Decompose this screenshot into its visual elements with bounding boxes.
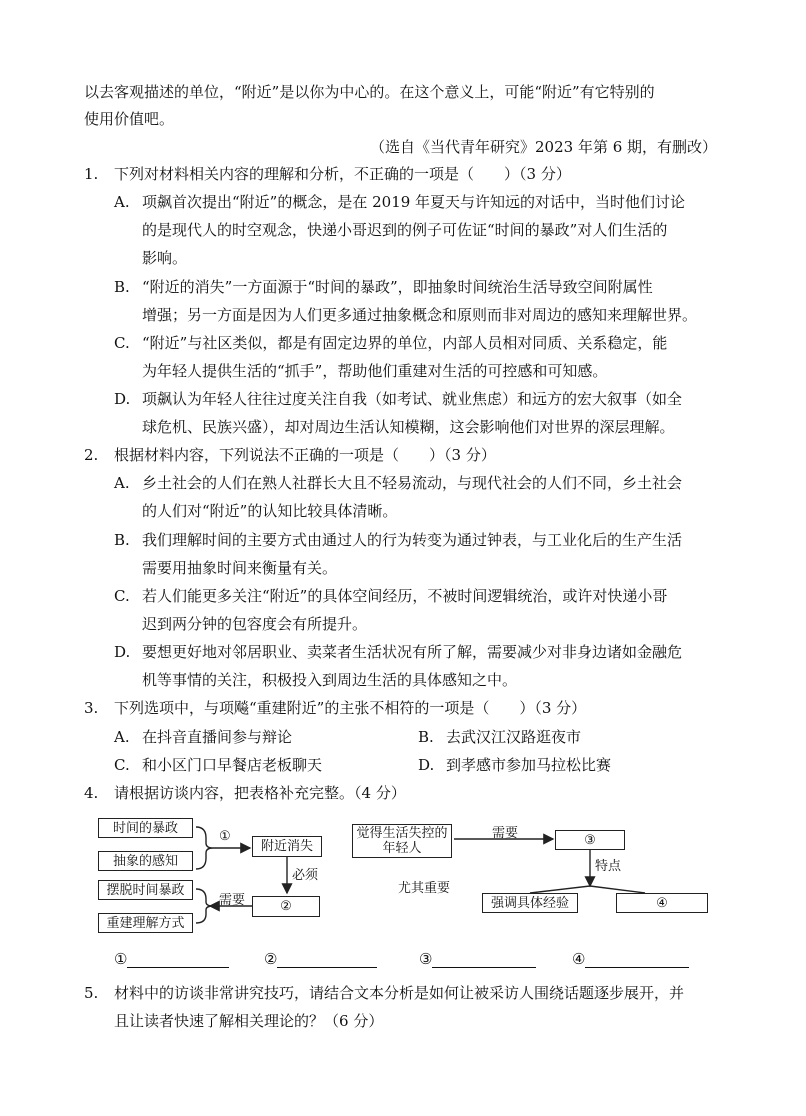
q1-option-d-line: 球危机、民族兴盛），却对周边生活认知模糊，这会影响他们对世界的深层理解。 <box>142 418 675 436</box>
answer-blank-2[interactable] <box>264 950 377 968</box>
q1-option-b-line: “附近的消失”一方面源于“时间的暴政”，即抽象时间统治生活导致空间附属性 <box>142 278 653 296</box>
split-line-left <box>530 886 590 893</box>
q3-option-a-text: 在抖音直播间参与辩论 <box>142 728 293 746</box>
q2-option-d-label: D. <box>114 643 131 661</box>
q1-option-a-line: 项飙首次提出“附近”的概念，是在 2019 年夏天与许知远的对话中，当时他们讨论 <box>142 193 686 211</box>
answer-blank-4-line[interactable] <box>585 950 689 968</box>
q3-option-d-label: D. <box>418 756 435 774</box>
label-feature: 特点 <box>595 859 622 874</box>
brace-top-left <box>196 827 213 869</box>
box-abstract-perception: 抽象的感知 <box>98 851 193 871</box>
q3-option-c-text: 和小区门口早餐店老板聊天 <box>142 756 323 774</box>
source-citation: （选自《当代青年研究》2023 年第 6 期，有删改） <box>370 138 718 156</box>
q4-number: 4. <box>84 784 99 802</box>
q3-option-b-text: 去武汉江汉路逛夜市 <box>446 728 582 746</box>
answer-blank-3[interactable] <box>419 950 536 968</box>
q5-stem-line: 且让读者快速了解相关理论的？（6 分） <box>114 1012 384 1030</box>
box-time-tyranny: 时间的暴政 <box>98 818 193 838</box>
q3-option-a-label: A. <box>114 728 130 746</box>
q3-option-d-text: 到孝感市参加马拉松比赛 <box>446 756 612 774</box>
box-circle3: ③ <box>555 830 625 850</box>
q2-stem: 根据材料内容，下列说法不正确的一项是（ ）（3 分） <box>114 446 496 464</box>
q2-option-d-line: 要想更好地对邻居职业、卖菜者生活状况有所了解，需要减少对非身边诸如金融危 <box>142 643 683 661</box>
answer-blank-2-marker: ② <box>264 950 278 968</box>
box-circle4: ④ <box>616 893 708 913</box>
q1-option-c-label: C. <box>114 334 130 352</box>
split-line-right <box>590 886 645 893</box>
box-emphasize-experience: 强调具体经验 <box>482 893 578 913</box>
answer-blank-1[interactable] <box>114 950 229 968</box>
q2-option-b-line: 需要用抽象时间来衡量有关。 <box>142 559 338 577</box>
box-nearby-vanish: 附近消失 <box>252 836 322 857</box>
q1-stem: 下列对材料相关内容的理解和分析，不正确的一项是（ ）（3 分） <box>114 165 571 183</box>
label-especially-important: 尤其重要 <box>398 881 451 896</box>
q3-number: 3. <box>84 699 99 717</box>
brace-bottom-left <box>196 889 213 923</box>
q2-option-c-label: C. <box>114 587 130 605</box>
answer-blank-3-line[interactable] <box>432 950 536 968</box>
q3-option-c-label: C. <box>114 756 130 774</box>
q1-option-c-line: “附近”与社区类似，都是有固定边界的单位，内部人员相对同质、关系稳定，能 <box>142 334 668 352</box>
q2-option-b-label: B. <box>114 531 130 549</box>
answer-blank-1-line[interactable] <box>127 950 229 968</box>
q2-option-a-line: 乡土社会的人们在熟人社群长大且不轻易流动，与现代社会的人们不同，乡土社会 <box>142 474 683 492</box>
q1-number: 1. <box>84 165 99 183</box>
q2-option-d-line: 机等事情的关注，积极投入到周边生活的具体感知之中。 <box>142 671 518 689</box>
q1-option-b-label: B. <box>114 278 130 296</box>
box-youth <box>352 824 452 858</box>
q1-option-a-label: A. <box>114 193 130 211</box>
q3-stem: 下列选项中，与项飚“重建附近”的主张不相符的一项是（ ）（3 分） <box>114 699 587 717</box>
q3-option-b-label: B. <box>418 728 434 746</box>
box-youth-line2: 年轻人 <box>382 841 422 856</box>
q5-stem-line: 材料中的访谈非常讲究技巧，请结合文本分析是如何让被采访人围绕话题逐步展开，并 <box>114 984 685 1002</box>
q2-option-c-line: 若人们能更多关注“附近”的具体空间经历，不被时间逻辑统治，或许对快递小哥 <box>142 587 668 605</box>
q1-option-d-line: 项飙认为年轻人往往过度关注自我（如考试、就业焦虑）和远方的宏大叙事（如全 <box>142 390 683 408</box>
intro-line-2: 使用价值吧。 <box>84 110 175 128</box>
label-need-left: 需要 <box>219 893 246 908</box>
q5-number: 5. <box>84 984 99 1002</box>
diagram-blank-circle1: ① <box>219 829 231 844</box>
answer-blank-4[interactable] <box>572 950 689 968</box>
q2-option-a-label: A. <box>114 474 130 492</box>
label-must: 必须 <box>292 868 319 883</box>
label-need-right: 需要 <box>492 826 519 841</box>
box-rebuild-understanding: 重建理解方式 <box>98 913 193 933</box>
q1-option-d-label: D. <box>114 390 131 408</box>
intro-line-1: 以去客观描述的单位，“附近”是以你为中心的。在这个意义上，可能“附近”有它特别的 <box>84 83 655 101</box>
answer-blank-3-marker: ③ <box>419 950 433 968</box>
q2-option-c-line: 迟到两分钟的包容度会有所提升。 <box>142 615 368 633</box>
q1-option-a-line: 的是现代人的时空观念，快递小哥迟到的例子可佐证“时间的暴政”对人们生活的 <box>142 221 668 239</box>
q1-option-a-line: 影响。 <box>142 249 188 267</box>
q2-number: 2. <box>84 446 99 464</box>
q1-option-b-line: 增强；另一方面是因为人们更多通过抽象概念和原则而非对周边的感知来理解世界。 <box>142 306 698 324</box>
q1-option-c-line: 为年轻人提供生活的“抓手”，帮助他们重建对生活的可控感和可知感。 <box>142 362 608 380</box>
q4-stem: 请根据访谈内容，把表格补充完整。（4 分） <box>114 784 406 802</box>
answer-blank-1-marker: ① <box>114 950 128 968</box>
answer-blank-2-line[interactable] <box>277 950 377 968</box>
box-youth-line1: 觉得生活失控的 <box>356 826 448 841</box>
q2-option-b-line: 我们理解时间的主要方式由通过人的行为转变为通过钟表，与工业化后的生产生活 <box>142 531 683 549</box>
box-circle2: ② <box>252 896 320 917</box>
q2-option-a-line: 的人们对“附近”的认知比较具体清晰。 <box>142 502 398 520</box>
answer-blank-4-marker: ④ <box>572 950 586 968</box>
box-escape-time: 摆脱时间暴政 <box>98 880 193 900</box>
